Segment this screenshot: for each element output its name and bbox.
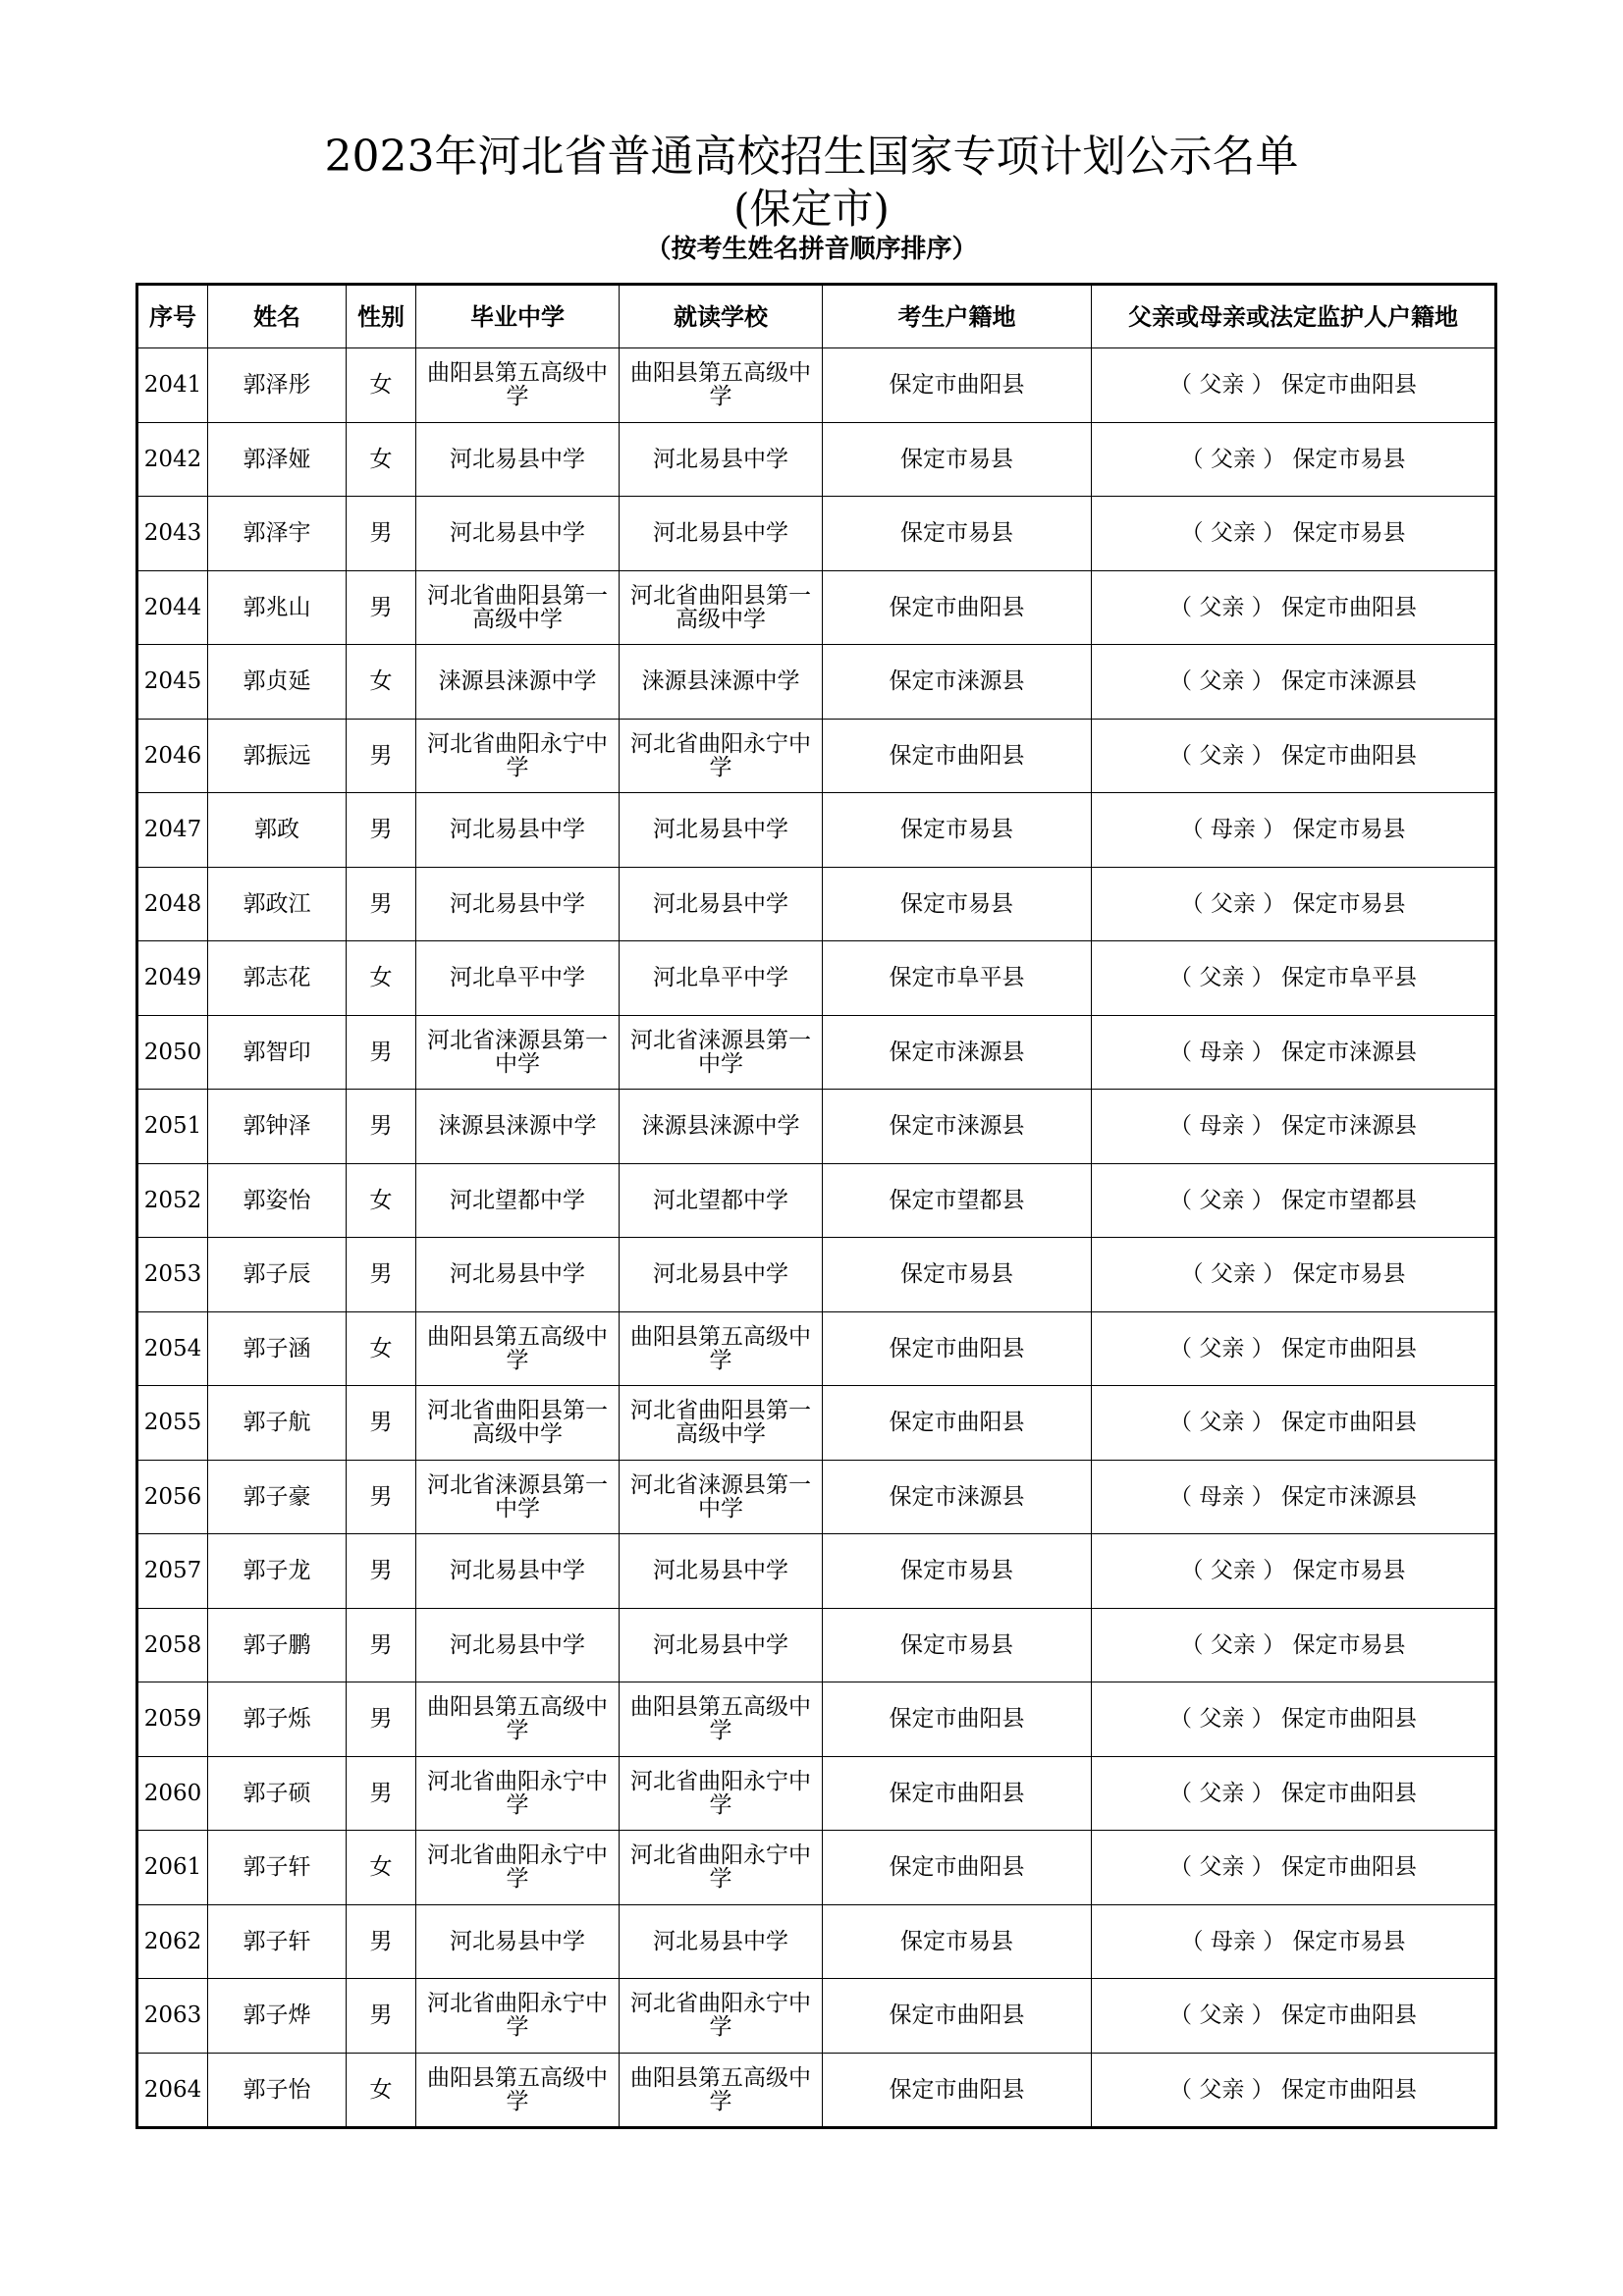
cell-guardian: （ 父亲 ） 保定市易县: [1092, 422, 1496, 497]
cell-name: 郭子豪: [208, 1460, 347, 1534]
cell-household: 保定市望都县: [823, 1163, 1092, 1238]
cell-no: 2058: [137, 1608, 208, 1682]
cell-grad-school: 曲阳县第五高级中学: [416, 2053, 620, 2128]
cell-gender: 男: [347, 867, 416, 941]
cell-study-school: 河北易县中学: [620, 1238, 823, 1312]
cell-no: 2050: [137, 1015, 208, 1090]
cell-gender: 男: [347, 1756, 416, 1831]
header-no: 序号: [137, 285, 208, 348]
cell-household: 保定市阜平县: [823, 941, 1092, 1016]
cell-name: 郭志花: [208, 941, 347, 1016]
cell-name: 郭智印: [208, 1015, 347, 1090]
cell-no: 2048: [137, 867, 208, 941]
cell-household: 保定市曲阳县: [823, 719, 1092, 793]
cell-gender: 女: [347, 2053, 416, 2128]
table-row: [137, 422, 1496, 497]
cell-no: 2062: [137, 1904, 208, 1979]
cell-name: 郭振远: [208, 719, 347, 793]
cell-name: 郭子轩: [208, 1831, 347, 1905]
cell-gender: 女: [347, 1311, 416, 1386]
cell-no: 2061: [137, 1831, 208, 1905]
cell-grad-school: 河北易县中学: [416, 1608, 620, 1682]
cell-name: 郭泽宇: [208, 497, 347, 571]
cell-no: 2049: [137, 941, 208, 1016]
cell-study-school: 河北易县中学: [620, 1534, 823, 1609]
table-body: [137, 348, 1496, 2128]
header-gender: 性别: [347, 285, 416, 348]
roster-table: [135, 283, 1497, 2129]
header-grad-school: 毕业中学: [416, 285, 620, 348]
cell-no: 2059: [137, 1682, 208, 1757]
cell-guardian: （ 母亲 ） 保定市涞源县: [1092, 1460, 1496, 1534]
cell-household: 保定市曲阳县: [823, 1386, 1092, 1461]
cell-name: 郭子航: [208, 1386, 347, 1461]
table-row: [137, 1682, 1496, 1757]
cell-study-school: 曲阳县第五高级中学: [620, 1682, 823, 1757]
cell-grad-school: 河北省曲阳永宁中学: [416, 1979, 620, 2054]
cell-household: 保定市易县: [823, 1534, 1092, 1609]
cell-grad-school: 曲阳县第五高级中学: [416, 1682, 620, 1757]
cell-study-school: 涞源县涞源中学: [620, 645, 823, 720]
table-row: [137, 1756, 1496, 1831]
cell-grad-school: 涞源县涞源中学: [416, 645, 620, 720]
table-row: [137, 1015, 1496, 1090]
cell-guardian: （ 父亲 ） 保定市曲阳县: [1092, 1311, 1496, 1386]
cell-guardian: （ 父亲 ） 保定市曲阳县: [1092, 348, 1496, 423]
table-header-row: [137, 285, 1496, 348]
cell-guardian: （ 父亲 ） 保定市曲阳县: [1092, 1756, 1496, 1831]
cell-household: 保定市曲阳县: [823, 570, 1092, 645]
cell-guardian: （ 父亲 ） 保定市阜平县: [1092, 941, 1496, 1016]
table-row: [137, 1831, 1496, 1905]
cell-gender: 男: [347, 1682, 416, 1757]
cell-household: 保定市涞源县: [823, 1090, 1092, 1164]
document-subtitle: (保定市): [733, 185, 890, 233]
cell-gender: 男: [347, 1015, 416, 1090]
table-row: [137, 497, 1496, 571]
cell-study-school: 曲阳县第五高级中学: [620, 348, 823, 423]
cell-study-school: 河北省曲阳县第一高级中学: [620, 1386, 823, 1461]
cell-study-school: 河北省曲阳永宁中学: [620, 1979, 823, 2054]
cell-no: 2060: [137, 1756, 208, 1831]
table-row: [137, 570, 1496, 645]
cell-no: 2047: [137, 793, 208, 868]
cell-name: 郭泽彤: [208, 348, 347, 423]
cell-name: 郭贞延: [208, 645, 347, 720]
table-row: [137, 1163, 1496, 1238]
cell-gender: 男: [347, 1979, 416, 2054]
cell-grad-school: 河北望都中学: [416, 1163, 620, 1238]
cell-grad-school: 河北易县中学: [416, 497, 620, 571]
cell-guardian: （ 母亲 ） 保定市易县: [1092, 1904, 1496, 1979]
cell-household: 保定市易县: [823, 1904, 1092, 1979]
cell-study-school: 河北省曲阳永宁中学: [620, 1831, 823, 1905]
cell-gender: 男: [347, 1534, 416, 1609]
cell-household: 保定市易县: [823, 422, 1092, 497]
table-row: [137, 1904, 1496, 1979]
cell-gender: 女: [347, 941, 416, 1016]
table-row: [137, 1311, 1496, 1386]
cell-study-school: 河北易县中学: [620, 793, 823, 868]
cell-guardian: （ 父亲 ） 保定市曲阳县: [1092, 1682, 1496, 1757]
cell-no: 2044: [137, 570, 208, 645]
cell-study-school: 河北易县中学: [620, 1608, 823, 1682]
cell-grad-school: 曲阳县第五高级中学: [416, 348, 620, 423]
table-row: [137, 348, 1496, 423]
cell-name: 郭兆山: [208, 570, 347, 645]
cell-grad-school: 曲阳县第五高级中学: [416, 1311, 620, 1386]
cell-gender: 女: [347, 1831, 416, 1905]
cell-name: 郭子龙: [208, 1534, 347, 1609]
cell-study-school: 河北省曲阳县第一高级中学: [620, 570, 823, 645]
cell-name: 郭政江: [208, 867, 347, 941]
cell-study-school: 曲阳县第五高级中学: [620, 2053, 823, 2128]
cell-study-school: 河北易县中学: [620, 1904, 823, 1979]
table-row: [137, 867, 1496, 941]
cell-grad-school: 河北易县中学: [416, 793, 620, 868]
cell-household: 保定市曲阳县: [823, 1311, 1092, 1386]
cell-gender: 男: [347, 497, 416, 571]
cell-gender: 男: [347, 793, 416, 868]
cell-study-school: 河北省涞源县第一中学: [620, 1460, 823, 1534]
cell-grad-school: 河北阜平中学: [416, 941, 620, 1016]
cell-name: 郭钟泽: [208, 1090, 347, 1164]
cell-gender: 男: [347, 1904, 416, 1979]
cell-no: 2043: [137, 497, 208, 571]
cell-guardian: （ 母亲 ） 保定市涞源县: [1092, 1090, 1496, 1164]
cell-study-school: 河北望都中学: [620, 1163, 823, 1238]
cell-gender: 女: [347, 422, 416, 497]
cell-grad-school: 河北易县中学: [416, 1534, 620, 1609]
cell-name: 郭泽娅: [208, 422, 347, 497]
cell-household: 保定市易县: [823, 867, 1092, 941]
cell-household: 保定市涞源县: [823, 1015, 1092, 1090]
cell-no: 2045: [137, 645, 208, 720]
cell-name: 郭姿怡: [208, 1163, 347, 1238]
table-row: [137, 1386, 1496, 1461]
cell-no: 2042: [137, 422, 208, 497]
cell-guardian: （ 父亲 ） 保定市易县: [1092, 497, 1496, 571]
cell-gender: 女: [347, 645, 416, 720]
cell-grad-school: 河北省曲阳县第一高级中学: [416, 570, 620, 645]
cell-household: 保定市涞源县: [823, 645, 1092, 720]
cell-name: 郭子辰: [208, 1238, 347, 1312]
cell-household: 保定市曲阳县: [823, 1756, 1092, 1831]
cell-study-school: 涞源县涞源中学: [620, 1090, 823, 1164]
cell-no: 2057: [137, 1534, 208, 1609]
table-row: [137, 1090, 1496, 1164]
cell-study-school: 河北易县中学: [620, 867, 823, 941]
cell-study-school: 河北易县中学: [620, 497, 823, 571]
cell-household: 保定市曲阳县: [823, 348, 1092, 423]
table-row: [137, 1460, 1496, 1534]
cell-gender: 男: [347, 1386, 416, 1461]
cell-grad-school: 河北省涞源县第一中学: [416, 1015, 620, 1090]
cell-household: 保定市曲阳县: [823, 2053, 1092, 2128]
cell-name: 郭子涵: [208, 1311, 347, 1386]
cell-no: 2056: [137, 1460, 208, 1534]
header-name: 姓名: [208, 285, 347, 348]
cell-grad-school: 涞源县涞源中学: [416, 1090, 620, 1164]
cell-guardian: （ 母亲 ） 保定市涞源县: [1092, 1015, 1496, 1090]
cell-no: 2063: [137, 1979, 208, 2054]
table-row: [137, 645, 1496, 720]
cell-study-school: 河北易县中学: [620, 422, 823, 497]
cell-no: 2053: [137, 1238, 208, 1312]
cell-grad-school: 河北易县中学: [416, 867, 620, 941]
cell-guardian: （ 父亲 ） 保定市易县: [1092, 1608, 1496, 1682]
table-row: [137, 793, 1496, 868]
cell-study-school: 曲阳县第五高级中学: [620, 1311, 823, 1386]
table-row: [137, 1979, 1496, 2054]
cell-household: 保定市易县: [823, 1608, 1092, 1682]
cell-guardian: （ 父亲 ） 保定市曲阳县: [1092, 1386, 1496, 1461]
cell-gender: 男: [347, 1238, 416, 1312]
cell-guardian: （ 父亲 ） 保定市涞源县: [1092, 645, 1496, 720]
cell-guardian: （ 母亲 ） 保定市易县: [1092, 793, 1496, 868]
table-row: [137, 1608, 1496, 1682]
cell-household: 保定市易县: [823, 497, 1092, 571]
cell-grad-school: 河北省曲阳永宁中学: [416, 1831, 620, 1905]
cell-grad-school: 河北易县中学: [416, 1904, 620, 1979]
header-guardian: 父亲或母亲或法定监护人户籍地: [1092, 285, 1496, 348]
cell-no: 2046: [137, 719, 208, 793]
document-title: 2023年河北省普通高校招生国家专项计划公示名单: [324, 132, 1299, 182]
header-household: 考生户籍地: [823, 285, 1092, 348]
cell-household: 保定市易县: [823, 793, 1092, 868]
cell-guardian: （ 父亲 ） 保定市曲阳县: [1092, 1979, 1496, 2054]
cell-household: 保定市易县: [823, 1238, 1092, 1312]
cell-no: 2052: [137, 1163, 208, 1238]
cell-name: 郭子烨: [208, 1979, 347, 2054]
cell-name: 郭子怡: [208, 2053, 347, 2128]
cell-no: 2051: [137, 1090, 208, 1164]
cell-guardian: （ 父亲 ） 保定市曲阳县: [1092, 2053, 1496, 2128]
cell-guardian: （ 父亲 ） 保定市曲阳县: [1092, 719, 1496, 793]
cell-guardian: （ 父亲 ） 保定市易县: [1092, 867, 1496, 941]
cell-guardian: （ 父亲 ） 保定市易县: [1092, 1238, 1496, 1312]
cell-gender: 女: [347, 348, 416, 423]
cell-name: 郭政: [208, 793, 347, 868]
cell-name: 郭子鹏: [208, 1608, 347, 1682]
cell-household: 保定市曲阳县: [823, 1682, 1092, 1757]
cell-gender: 男: [347, 1460, 416, 1534]
cell-grad-school: 河北省曲阳县第一高级中学: [416, 1386, 620, 1461]
cell-gender: 男: [347, 1608, 416, 1682]
cell-gender: 女: [347, 1163, 416, 1238]
cell-no: 2054: [137, 1311, 208, 1386]
cell-gender: 男: [347, 570, 416, 645]
cell-study-school: 河北省曲阳永宁中学: [620, 719, 823, 793]
cell-grad-school: 河北省涞源县第一中学: [416, 1460, 620, 1534]
cell-study-school: 河北省涞源县第一中学: [620, 1015, 823, 1090]
cell-no: 2055: [137, 1386, 208, 1461]
sort-note: （按考生姓名拼音顺序排序）: [645, 235, 978, 264]
cell-name: 郭子烁: [208, 1682, 347, 1757]
table-row: [137, 2053, 1496, 2128]
cell-household: 保定市曲阳县: [823, 1979, 1092, 2054]
cell-grad-school: 河北易县中学: [416, 422, 620, 497]
cell-guardian: （ 父亲 ） 保定市易县: [1092, 1534, 1496, 1609]
table-row: [137, 719, 1496, 793]
cell-gender: 男: [347, 719, 416, 793]
cell-household: 保定市曲阳县: [823, 1831, 1092, 1905]
cell-gender: 男: [347, 1090, 416, 1164]
cell-no: 2064: [137, 2053, 208, 2128]
cell-name: 郭子轩: [208, 1904, 347, 1979]
cell-guardian: （ 父亲 ） 保定市曲阳县: [1092, 570, 1496, 645]
header-study-school: 就读学校: [620, 285, 823, 348]
cell-household: 保定市涞源县: [823, 1460, 1092, 1534]
table-row: [137, 1238, 1496, 1312]
cell-guardian: （ 父亲 ） 保定市望都县: [1092, 1163, 1496, 1238]
table-row: [137, 941, 1496, 1016]
cell-study-school: 河北省曲阳永宁中学: [620, 1756, 823, 1831]
cell-name: 郭子硕: [208, 1756, 347, 1831]
table-row: [137, 1534, 1496, 1609]
cell-study-school: 河北阜平中学: [620, 941, 823, 1016]
cell-guardian: （ 父亲 ） 保定市曲阳县: [1092, 1831, 1496, 1905]
cell-grad-school: 河北省曲阳永宁中学: [416, 1756, 620, 1831]
cell-grad-school: 河北省曲阳永宁中学: [416, 719, 620, 793]
cell-no: 2041: [137, 348, 208, 423]
cell-grad-school: 河北易县中学: [416, 1238, 620, 1312]
